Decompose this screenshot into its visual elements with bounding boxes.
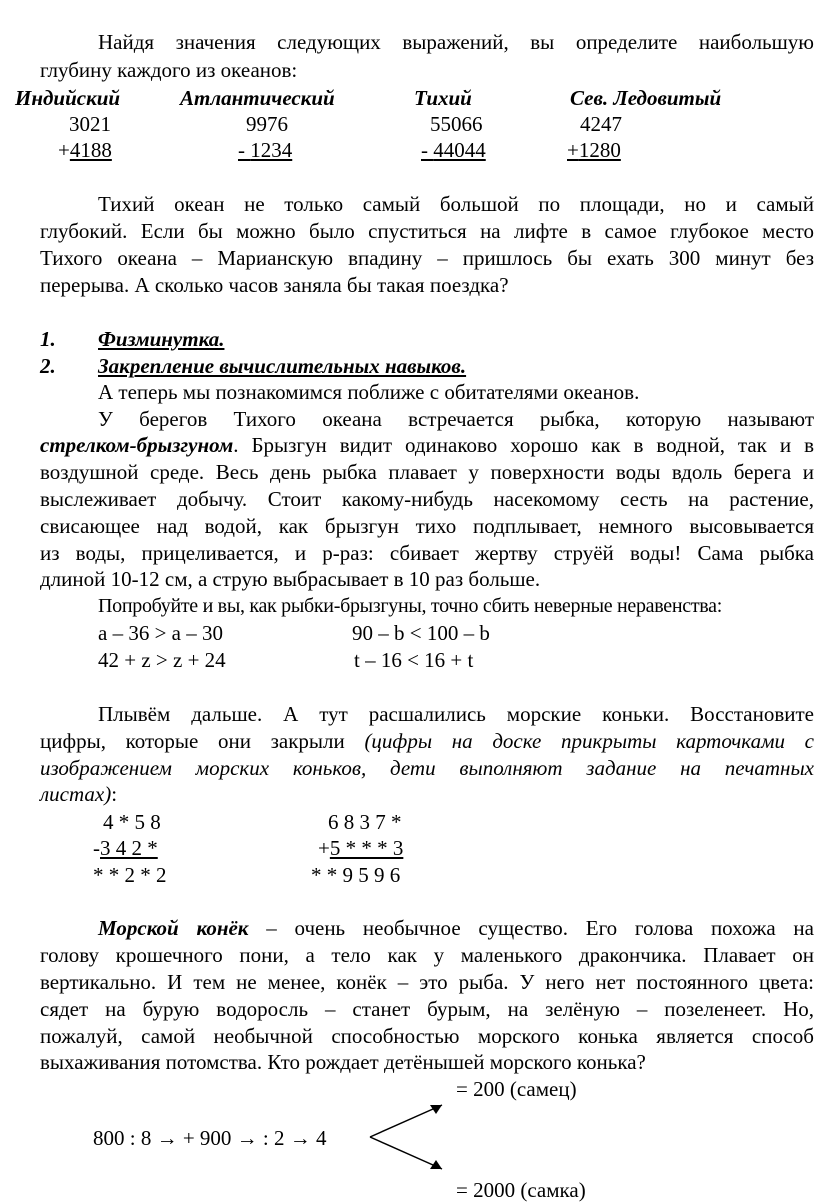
op-sign: + — [58, 138, 70, 162]
op-sign: - — [421, 138, 434, 162]
puzzle-left-result: * * 2 * 2 — [93, 863, 167, 887]
fish-line-3: воздушной среде. Весь день рыбка плавает у поверхности воды вдоль берега и — [40, 460, 814, 484]
ocean-top-indian: 3021 — [69, 112, 111, 136]
ocean-top-atlantic: 9976 — [246, 112, 288, 136]
branch-arrows — [360, 1015, 460, 1175]
lower-arrow-line — [370, 1137, 442, 1169]
seahorse-line-6: выхаживания потомства. Кто рождает детёнышей морского конька? — [40, 1050, 646, 1074]
fish-line-6: из воды, прицеливается, и р-раз: сбивает жертву струёй воды! Сама рыбка — [40, 541, 814, 565]
puzzle-right-sign: + — [318, 836, 330, 860]
seahorse-line-1 — [98, 914, 814, 942]
fish-line-2 — [40, 431, 814, 459]
ocean-name-arctic: Сев. Ледовитый — [570, 86, 722, 110]
puzzle-left-sign: - — [93, 836, 100, 860]
inequality-2: 90 – b < 100 – b — [352, 621, 490, 645]
fish-line-5: свисающее над водой, как брызгун тихо подплывает, немного высовывается — [40, 514, 814, 538]
seahorse-task-line-4 — [40, 780, 117, 808]
seahorse-line-3: вертикально. И тем не менее, конёк – это рыба. У него нет постоянного цвета: — [40, 970, 814, 994]
puzzle-right-addend: 5 * * * 3 — [329, 836, 404, 860]
ocean-bottom-atlantic — [238, 136, 292, 164]
inequality-1: a – 36 > a – 30 — [98, 621, 223, 645]
seahorse-task-line-3: изображением морских коньков, дети выполняют задание на печатных — [40, 756, 814, 780]
inequality-3: 42 + z > z + 24 — [98, 648, 226, 672]
puzzle-left-mid — [93, 834, 158, 862]
ocean-bottom-pacific — [421, 136, 486, 164]
seahorse-line-1-rest: – очень необычное существо. Его голова похожа на — [248, 916, 814, 940]
fish-line-1: У берегов Тихого океана встречается рыбка, которую называют — [98, 407, 814, 431]
op-sign: - — [238, 138, 251, 162]
chain-lower-result: = 2000 (самка) — [456, 1178, 586, 1202]
ocean-name-atlantic: Атлантический — [180, 86, 335, 110]
intro-line-2: глубину каждого из океанов: — [40, 58, 298, 82]
op-value: 44044 — [433, 138, 486, 162]
op-value: 4188 — [69, 138, 112, 162]
list-number-2: 2. — [40, 354, 56, 378]
op-sign: + — [567, 138, 579, 162]
puzzle-right-mid — [318, 834, 403, 862]
seahorse-task-line-2 — [40, 727, 814, 755]
puzzle-right-result: * * 9 5 9 6 — [311, 863, 401, 887]
seahorse-line-4: сядет на бурую водоросль – станет бурым, на зелёную – позеленеет. Но, — [40, 997, 814, 1021]
seahorse-task-line-4-text: листах) — [40, 782, 112, 806]
fish-term: стрелком-брызгуном — [40, 433, 234, 457]
list-item-computation: Закрепление вычислительных навыков. — [98, 354, 467, 378]
fish-line-0: А теперь мы познакомимся поближе с обитателями океанов. — [98, 380, 640, 404]
fish-line-4: выслеживает добычу. Стоит какому-нибудь насекомому сесть на растение, — [40, 487, 814, 511]
ocean-name-pacific: Тихий — [414, 86, 472, 110]
puzzle-right-top: 6 8 3 7 * — [328, 810, 402, 834]
fish-line-7: длиной 10-12 см, а струю выбрасывает в 10 раз больше. — [40, 567, 541, 591]
puzzle-left-top: 4 * 5 8 — [103, 810, 161, 834]
pacific-line-2: глубокий. Если бы можно было спуститься на лифте в самое глубокое место — [40, 219, 814, 243]
pacific-line-4: перерыва. А сколько часов заняла бы такая поездка? — [40, 273, 509, 297]
inequality-4: t – 16 < 16 + t — [354, 648, 474, 672]
ocean-top-pacific: 55066 — [430, 112, 483, 136]
seahorse-line-5: пожалуй, самой необычной способностью морского конька является способ — [40, 1024, 814, 1048]
seahorse-term: Морской конёк — [98, 916, 249, 940]
pacific-line-1: Тихий океан не только самый большой по площади, но и самый — [98, 192, 814, 216]
seahorse-line-2: голову крошечного пони, а тело как у маленького дракончика. Плавает он — [40, 943, 814, 967]
intro-line-1: Найдя значения следующих выражений, вы определите наибольшую — [98, 30, 814, 54]
ocean-name-indian: Индийский — [15, 86, 121, 110]
seahorse-task-line-2b: (цифры на доске прикрыты карточками с — [364, 729, 814, 753]
puzzle-left-subtrahend: 3 4 2 * — [100, 836, 158, 860]
list-item-physical-minute: Физминутка. — [98, 327, 225, 351]
chain-upper-result: = 200 (самец) — [456, 1077, 577, 1101]
seahorse-task-colon: : — [111, 782, 118, 806]
upper-arrow-line — [370, 1105, 442, 1137]
ocean-top-arctic: 4247 — [580, 112, 622, 136]
fish-line-8: Попробуйте и вы, как рыбки-брызгуны, точно сбить неверные неравенства: — [98, 595, 723, 617]
seahorse-task-line-1: Плывём дальше. А тут расшалились морские коньки. Восстановите — [98, 702, 814, 726]
chain-expression: 800 : 8 → + 900 → : 2 → 4 — [93, 1126, 327, 1150]
ocean-bottom-arctic — [567, 136, 621, 164]
ocean-bottom-indian — [58, 136, 112, 164]
op-value: 1280 — [578, 138, 621, 162]
fish-line-2-rest: . Брызгун видит одинаково хорошо как в водной, так и в — [233, 433, 814, 457]
seahorse-task-line-2a: цифры, которые они закрыли — [40, 729, 365, 753]
op-value: 1234 — [250, 138, 293, 162]
pacific-line-3: Тихого океана – Марианскую впадину – пришлось бы ехать 300 минут без — [40, 246, 814, 270]
list-number-1: 1. — [40, 327, 56, 351]
